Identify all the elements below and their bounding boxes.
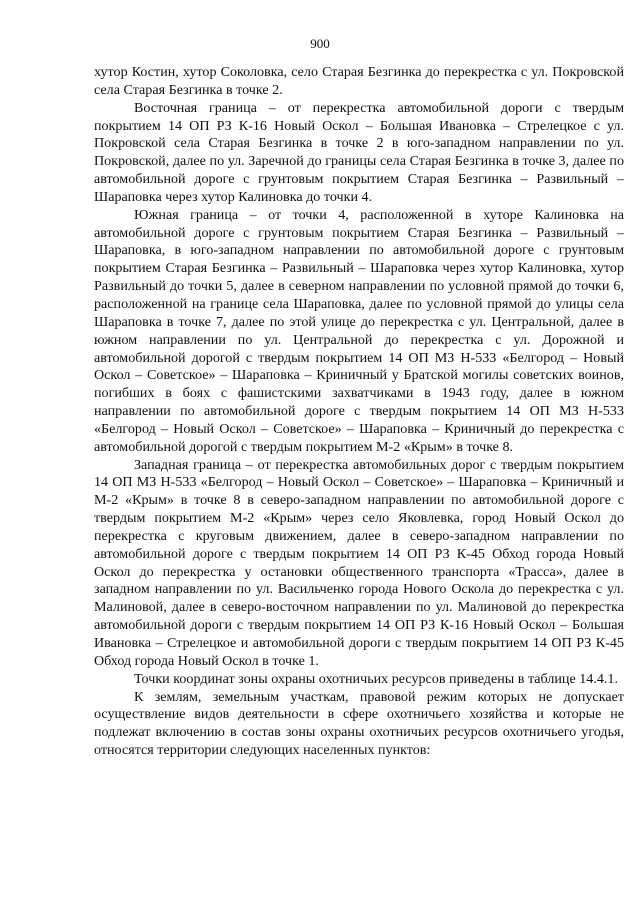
paragraph-western-border: Западная граница – от перекрестка автомобильных дорог с твердым покрытием 14 ОП МЗ Н-533 «Белгород – Новый Оскол – Советское» – Шараповка – Криничный и М-2 «Крым» в точке 8 в северо-западном направлении по автомобильной дороге с твердым покрытием М-2 «Крым» через село Яковлевка, город Новый Оскол до перекрестка с круговым движением, далее в северо-западном направлении по автомобильной дороге с твердым покрытием 14 ОП РЗ К-45 Обход города Новый Оскол до перекрестка у остановки общественного транспорта «Трасса», далее в западном направлении по ул. Васильченко города Нового Оскола до перекрестка с ул. Малиновой, далее в северо-восточном направлении по ул. Малиновой до перекрестка автомобильной дороги с твердым покрытием 14 ОП РЗ К-16 Новый Оскол – Большая Ивановка – Стрелецкое и автомобильной дороги с твердым покрытием 14 ОП РЗ К-45 Обход города Новый Оскол в точке 1.: [94, 456, 624, 669]
paragraph-eastern-border: Восточная граница – от перекрестка автомобильной дороги с твердым покрытием 14 ОП РЗ К-16 Новый Оскол – Большая Ивановка – Стрелецкое с ул. Покровской села Старая Безгинка в точке 2 в юго-западном направлении по ул. Покровской, далее по ул. Заречной до границы села Старая Безгинка в точке 3, далее по автомобильной дороге с грунтовым покрытием Старая Безгинка – Развильный – Шараповка через хутор Калиновка до точки 4.: [94, 99, 624, 205]
document-body: [94, 64, 624, 760]
page-number: 900: [310, 36, 330, 51]
paragraph-continuation: хутор Костин, хутор Соколовка, село Старая Безгинка до перекрестка с ул. Покровской села Старая Безгинка в точке 2.: [94, 64, 624, 98]
paragraph-excluded-lands: К землям, земельным участкам, правовой режим которых не допускает осуществление видов деятельности в сфере охотничьего хозяйства и которые не подлежат включению в состав зоны охраны охотничьих ресурсов охотничьего угодья, относятся территории следующих населенных пунктов:: [94, 688, 624, 759]
paragraph-coordinates-reference: Точки координат зоны охраны охотничьих ресурсов приведены в таблице 14.4.1.: [134, 670, 619, 687]
paragraph-southern-border: Южная граница – от точки 4, расположенной в хуторе Калиновка на автомобильной дороге с грунтовым покрытием Старая Безгинка – Развильный – Шараповка, в юго-западном направлении по автомобильной дороге с грунтовым покрытием Старая Безгинка – Развильный – Шараповка через хутор Калиновка, хутор Развильный до точки 5, далее в северном направлении по условной прямой до точки 6, расположенной на границе села Шараповка, далее по условной прямой до улицы села Шараповка в точке 7, далее по этой улице до перекрестка с ул. Центральной, далее в южном направлении по ул. Центральной до перекрестка с ул. Дорожной и автомобильной дорогой с твердым покрытием 14 ОП МЗ Н-533 «Белгород – Новый Оскол – Советское» – Шараповка – Криничный у Братской могилы советских воинов, погибших в боях с фашистскими захватчиками в 1943 году, далее в южном направлении по автомобильной дороге с твердым покрытием 14 ОП МЗ Н-533 «Белгород – Новый Оскол – Советское» – Шараповка – Криничный до перекрестка с автомобильной дорогой с твердым покрытием М-2 «Крым» в точке 8.: [94, 206, 624, 455]
